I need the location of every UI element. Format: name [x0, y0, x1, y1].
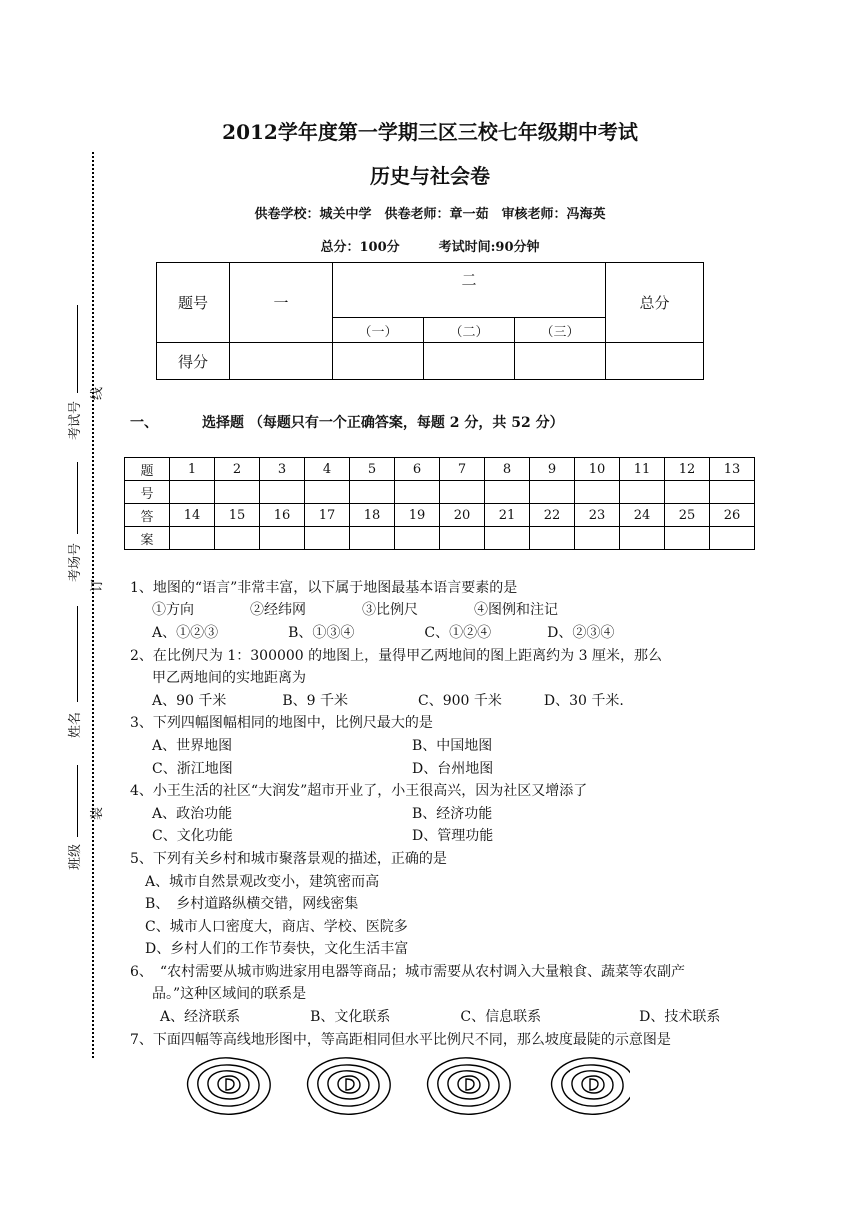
score-time-line: 总分：100分 考试时间:90分钟: [320, 240, 540, 255]
grid-number: 26: [710, 504, 755, 527]
question-6-continued: 品。”这种区域间的联系是: [152, 986, 307, 1002]
answer-cell[interactable]: [530, 481, 575, 504]
question-4-option-a: A、政治功能: [152, 806, 233, 822]
question-7: 7、下面四幅等高线地形图中，等高距相同但水平比例尺不同，那么坡度最陡的示意图是: [130, 1032, 671, 1048]
row-label-question-number: 题号: [157, 263, 230, 343]
question-1: 1、地图的“语言”非常丰富，以下属于地图最基本语言要素的是: [130, 580, 518, 596]
name-blank: [77, 606, 78, 702]
question-3-option-d: D、台州地图: [412, 761, 494, 777]
col-part-one: 一: [230, 263, 333, 343]
sub-col-3: （三）: [515, 318, 606, 343]
grid-number: 16: [260, 504, 305, 527]
grid-number: 23: [575, 504, 620, 527]
question-5: 5、下列有关乡村和城市聚落景观的描述，正确的是: [130, 851, 447, 867]
answer-cell[interactable]: [305, 481, 350, 504]
grid-number: 22: [530, 504, 575, 527]
grid-number: 10: [575, 458, 620, 481]
grid-number: 5: [350, 458, 395, 481]
answer-cell[interactable]: [440, 481, 485, 504]
answer-cell[interactable]: [215, 481, 260, 504]
grid-label-q-bottom: 号: [125, 481, 170, 504]
question-1-options: A、①②③ B、①③④ C、①②④ D、②③④: [152, 625, 615, 641]
grid-number: 3: [260, 458, 305, 481]
question-4: 4、小王生活的社区“大润发”超市开业了，小王很高兴，因为社区又增添了: [130, 783, 588, 799]
exam-title: 2012学年度第一学期三区三校七年级期中考试: [222, 120, 638, 144]
class-label: 班级: [68, 843, 83, 870]
grid-number: 19: [395, 504, 440, 527]
grid-label-q-top: 题: [125, 458, 170, 481]
answer-cell[interactable]: [485, 527, 530, 550]
answer-cell[interactable]: [665, 481, 710, 504]
question-3-option-a: A、世界地图: [152, 738, 233, 754]
binding-mark-zhuang: 装: [90, 806, 105, 820]
answer-cell[interactable]: [665, 527, 710, 550]
contour-map-2-icon: [308, 1058, 391, 1114]
grid-number: 12: [665, 458, 710, 481]
answer-cell[interactable]: [485, 481, 530, 504]
question-3-option-c: C、浙江地图: [152, 761, 233, 777]
question-2: 2、在比例尺为 1：300000 的地图上，量得甲乙两地间的图上距离约为 3 厘米，那么: [130, 648, 662, 664]
question-3: 3、下列四幅图幅相同的地图中，比例尺最大的是: [130, 715, 433, 731]
exam-number-label: 考试号: [68, 400, 83, 440]
grid-number: 17: [305, 504, 350, 527]
score-cell-part-two-2[interactable]: [424, 343, 515, 380]
section-heading: [130, 412, 564, 432]
room-number-blank: [77, 462, 78, 534]
grid-number: 1: [170, 458, 215, 481]
question-4-option-c: C、文化功能: [152, 828, 233, 844]
question-3-option-b: B、中国地图: [412, 738, 493, 754]
answer-cell[interactable]: [395, 481, 440, 504]
question-4-option-d: D、管理功能: [412, 828, 494, 844]
grid-number: 21: [485, 504, 530, 527]
score-table: [156, 262, 704, 380]
supplier-line: 供卷学校：城关中学 供卷老师：章一茹 审核老师：冯海英: [254, 207, 606, 222]
col-part-two: 二: [333, 263, 606, 318]
grid-number: 11: [620, 458, 665, 481]
grid-number: 6: [395, 458, 440, 481]
answer-cell[interactable]: [305, 527, 350, 550]
exam-number-blank: [77, 305, 78, 393]
answer-cell[interactable]: [350, 527, 395, 550]
question-6: 6、 “农村需要从城市购进家用电器等商品；城市需要从农村调入大量粮食、蔬菜等农副产: [130, 964, 686, 980]
question-5-option-d: D、乡村人们的工作节奏快，文化生活丰富: [145, 941, 409, 957]
col-total: 总分: [606, 263, 704, 343]
contour-map-3-icon: [428, 1058, 511, 1114]
exam-subtitle: 历史与社会卷: [370, 164, 490, 188]
question-5-option-b: B、 乡村道路纵横交错，网线密集: [145, 896, 359, 912]
grid-number: 13: [710, 458, 755, 481]
score-cell-part-one[interactable]: [230, 343, 333, 380]
grid-label-a-top: 答: [125, 504, 170, 527]
question-2-continued: 甲乙两地间的实地距离为: [152, 670, 306, 686]
score-cell-part-two-3[interactable]: [515, 343, 606, 380]
answer-grid: [124, 457, 755, 550]
grid-number: 14: [170, 504, 215, 527]
question-6-options: A、经济联系 B、文化联系 C、信息联系 D、技术联系: [160, 1009, 721, 1025]
score-cell-total[interactable]: [606, 343, 704, 380]
answer-cell[interactable]: [440, 527, 485, 550]
contour-map-4-icon: [552, 1058, 630, 1114]
grid-number: 20: [440, 504, 485, 527]
grid-label-a-bottom: 案: [125, 527, 170, 550]
contour-map-1-icon: [188, 1058, 271, 1114]
grid-number: 15: [215, 504, 260, 527]
answer-cell[interactable]: [575, 527, 620, 550]
binding-dotted-line: [92, 152, 94, 1058]
answer-cell[interactable]: [575, 481, 620, 504]
grid-number: 2: [215, 458, 260, 481]
answer-cell[interactable]: [395, 527, 440, 550]
contour-maps-figure: [170, 1050, 630, 1120]
answer-cell[interactable]: [350, 481, 395, 504]
answer-cell[interactable]: [620, 481, 665, 504]
binding-mark-xian: 线: [90, 386, 105, 400]
answer-cell[interactable]: [170, 481, 215, 504]
room-number-label: 考场号: [68, 542, 83, 582]
answer-cell[interactable]: [260, 481, 305, 504]
grid-number: 7: [440, 458, 485, 481]
binding-mark-ding: 订: [90, 578, 105, 592]
answer-cell[interactable]: [170, 527, 215, 550]
question-1-items: ①方向 ②经纬网 ③比例尺 ④图例和注记: [152, 602, 558, 618]
answer-cell[interactable]: [710, 481, 755, 504]
sub-col-1: （一）: [333, 318, 424, 343]
question-2-options: A、90 千米 B、9 千米 C、900 千米 D、30 千米.: [152, 693, 624, 709]
class-blank: [77, 765, 78, 837]
grid-number: 4: [305, 458, 350, 481]
grid-number: 18: [350, 504, 395, 527]
answer-cell[interactable]: [260, 527, 305, 550]
answer-cell[interactable]: [710, 527, 755, 550]
section-number: 一、: [130, 415, 158, 431]
name-label: 姓名: [68, 711, 83, 738]
row-label-score: 得分: [157, 343, 230, 380]
grid-number: 9: [530, 458, 575, 481]
grid-number: 25: [665, 504, 710, 527]
question-5-option-a: A、城市自然景观改变小，建筑密而高: [145, 874, 380, 890]
grid-number: 24: [620, 504, 665, 527]
answer-cell[interactable]: [620, 527, 665, 550]
score-cell-part-two-1[interactable]: [333, 343, 424, 380]
answer-cell[interactable]: [215, 527, 260, 550]
question-5-option-c: C、城市人口密度大，商店、学校、医院多: [145, 919, 408, 935]
section-title: 选择题 （每题只有一个正确答案，每题 2 分，共 52 分）: [202, 415, 564, 431]
question-4-option-b: B、经济功能: [412, 806, 493, 822]
grid-number: 8: [485, 458, 530, 481]
answer-cell[interactable]: [530, 527, 575, 550]
sub-col-2: （二）: [424, 318, 515, 343]
